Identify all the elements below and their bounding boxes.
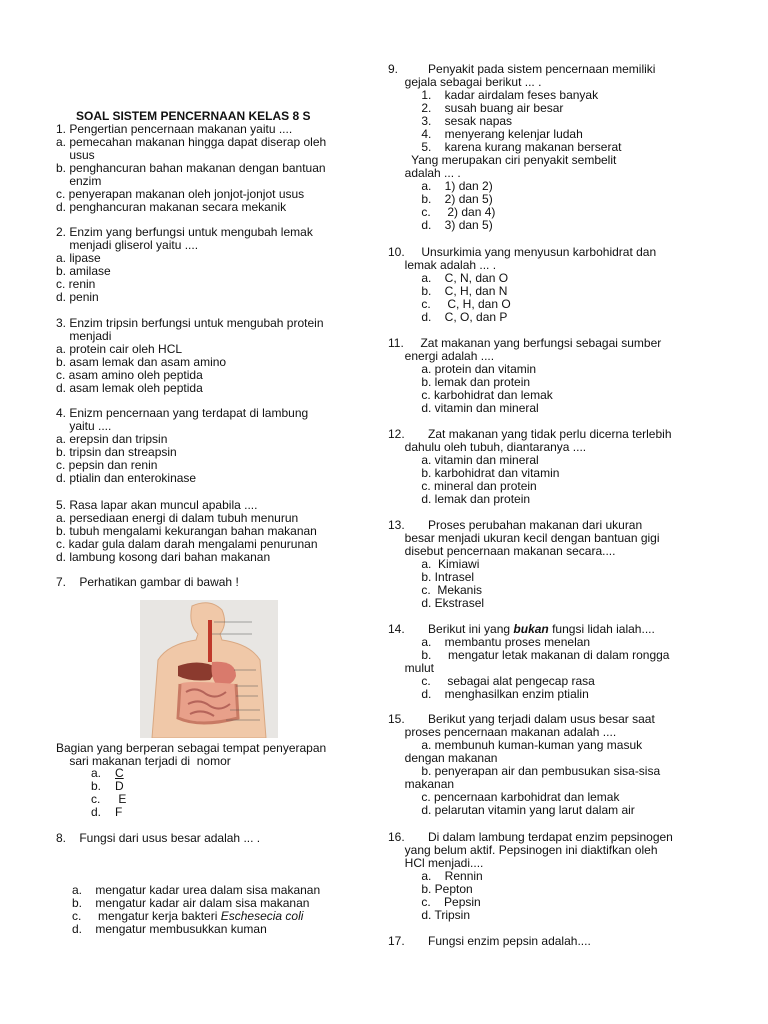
option-label: c. — [91, 792, 101, 806]
question-15-line: 15. Berikut yang terjadi dalam usus besar saat — [388, 712, 655, 726]
question-12-line: d. lemak dan protein — [388, 492, 531, 506]
question-1-line: enzim — [56, 174, 102, 188]
question-10-line: lemak adalah ... . — [388, 258, 497, 272]
question-12-line: dahulu oleh tubuh, diantaranya .... — [388, 440, 587, 454]
option-label: a. — [91, 766, 102, 780]
question-5-line: b. tubuh mengalami kekurangan bahan makanan — [56, 524, 317, 538]
question-2-line: d. penin — [56, 290, 99, 304]
question-11-line: d. vitamin dan mineral — [388, 401, 539, 415]
question-12-line: c. mineral dan protein — [388, 479, 537, 493]
question-1-line: b. penghancuran bahan makanan dengan bantuan — [56, 161, 326, 175]
question-2-line: a. lipase — [56, 251, 101, 265]
question-11-line: 11. Zat makanan yang berfungsi sebagai sumber — [388, 336, 662, 350]
question-10-line: b. C, H, dan N — [388, 284, 508, 298]
question-15-line: d. pelarutan vitamin yang larut dalam air — [388, 803, 635, 817]
question-14-option-line: a. membantu proses menelan — [388, 635, 591, 649]
question-9-line: a. 1) dan 2) — [388, 179, 493, 193]
question-4-line: d. ptialin dan enterokinase — [56, 471, 197, 485]
question-8-option-line: b. mengatur kadar air dalam sisa makanan — [72, 896, 310, 910]
question-4-line: yaitu .... — [56, 419, 112, 433]
question-10-line: d. C, O, dan P — [388, 310, 508, 324]
question-16-line: 16. Di dalam lambung terdapat enzim pepsinogen — [388, 830, 673, 844]
question-2-line: menjadi gliserol yaitu .... — [56, 238, 199, 252]
question-5-line: d. lambung kosong dari bahan makanan — [56, 550, 271, 564]
question-17: 17. Fungsi enzim pepsin adalah.... — [388, 934, 591, 948]
question-14-option-line: b. mengatur letak makanan di dalam rongga — [388, 648, 670, 662]
question-13-line: disebut pencernaan makanan secara.... — [388, 544, 616, 558]
question-12-line: b. karbohidrat dan vitamin — [388, 466, 560, 480]
question-11-line: c. karbohidrat dan lemak — [388, 388, 553, 402]
question-16-line: HCl menjadi.... — [388, 856, 484, 870]
option-value: F — [115, 805, 123, 819]
question-1-line: c. penyerapan makanan oleh jonjot-jonjot usus — [56, 187, 305, 201]
question-3-line: b. asam lemak dan asam amino — [56, 355, 227, 369]
question-8-option-c: c. mengatur kerja bakteri Eschesecia coli — [72, 909, 304, 923]
question-13-line: besar menjadi ukuran kecil dengan bantuan gigi — [388, 531, 660, 545]
question-15-line: c. pencernaan karbohidrat dan lemak — [388, 790, 620, 804]
question-12-line: 12. Zat makanan yang tidak perlu dicerna terlebih — [388, 427, 672, 441]
question-13-line: b. Intrasel — [388, 570, 475, 584]
question-9-line: Yang merupakan ciri penyakit sembelit — [388, 153, 617, 167]
question-1-line: 1. Pengertian pencernaan makanan yaitu .... — [56, 122, 293, 136]
question-2-line: c. renin — [56, 277, 96, 291]
question-3-line: a. protein cair oleh HCL — [56, 342, 183, 356]
question-4-line: b. tripsin dan streapsin — [56, 445, 177, 459]
question-2-line: b. amilase — [56, 264, 111, 278]
question-9-line: 4. menyerang kelenjar ludah — [388, 127, 583, 141]
question-1-line: d. penghancuran makanan secara mekanik — [56, 200, 287, 214]
question-5-line: 5. Rasa lapar akan muncul apabila .... — [56, 498, 258, 512]
question-11-line: energi adalah .... — [388, 349, 495, 363]
question-3-line: 3. Enzim tripsin berfungsi untuk mengubah protein — [56, 316, 324, 330]
question-11-line: a. protein dan vitamin — [388, 362, 537, 376]
question-11-line: b. lemak dan protein — [388, 375, 531, 389]
question-9-line: 2. susah buang air besar — [388, 101, 564, 115]
question-5-line: a. persediaan energi di dalam tubuh menurun — [56, 511, 299, 525]
option-label: d. — [91, 805, 102, 819]
question-2-line: 2. Enzim yang berfungsi untuk mengubah lemak — [56, 225, 313, 239]
question-13-line: 13. Proses perubahan makanan dari ukuran — [388, 518, 643, 532]
question-4-line: a. erepsin dan tripsin — [56, 432, 168, 446]
option-label: b. — [91, 779, 102, 793]
question-15-line: proses pencernaan makanan adalah .... — [388, 725, 617, 739]
question-16-line: yang belum aktif. Pepsinogen ini diaktifkan oleh — [388, 843, 658, 857]
question-7: 7. Perhatikan gambar di bawah ! — [56, 575, 239, 589]
question-10-line: c. C, H, dan O — [388, 297, 511, 311]
digestive-system-figure — [140, 600, 278, 738]
question-9-line: adalah ... . — [388, 166, 461, 180]
question-15-line: a. membunuh kuman-kuman yang masuk — [388, 738, 643, 752]
question-16-line: b. Pepton — [388, 882, 473, 896]
digestive-system-illustration — [140, 600, 278, 738]
question-15-line: makanan — [388, 777, 455, 791]
question-8: 8. Fungsi dari usus besar adalah ... . — [56, 831, 261, 845]
question-16-line: d. Tripsin — [388, 908, 471, 922]
question-1-line: usus — [56, 148, 95, 162]
question-14-option-line: mulut — [388, 661, 435, 675]
option-value: C — [115, 766, 124, 780]
question-9-line: gejala sebagai berikut ... . — [388, 75, 542, 89]
emphasis-bukan: bukan — [513, 622, 549, 636]
question-14-option-line: c. sebagai alat pengecap rasa — [388, 674, 595, 688]
option-value: D — [115, 779, 124, 793]
question-9-line: 1. kadar airdalam feses banyak — [388, 88, 599, 102]
question-9-line: 9. Penyakit pada sistem pencernaan memiliki — [388, 62, 656, 76]
question-8-option-d: d. mengatur membusukkan kuman — [72, 922, 267, 936]
question-9-line: 5. karena kurang makanan berserat — [388, 140, 622, 154]
question-4-line: 4. Enizm pencernaan yang terdapat di lambung — [56, 406, 309, 420]
question-3-line: menjadi — [56, 329, 112, 343]
question-10-line: 10. Unsurkimia yang menyusun karbohidrat dan — [388, 245, 657, 259]
question-8-option-line: a. mengatur kadar urea dalam sisa makanan — [72, 883, 321, 897]
question-15-line: dengan makanan — [388, 751, 498, 765]
question-7-prompt-line: sari makanan terjadi di nomor — [56, 754, 231, 768]
option-value: E — [115, 792, 127, 806]
question-15-line: b. penyerapan air dan pembusukan sisa-sisa — [388, 764, 661, 778]
question-7-prompt-line: Bagian yang berperan sebagai tempat penyerapan — [56, 741, 327, 755]
question-9-line: b. 2) dan 5) — [388, 192, 493, 206]
question-13-line: a. Kimiawi — [388, 557, 480, 571]
question-1-line: a. pemecahan makanan hingga dapat diserap oleh — [56, 135, 327, 149]
question-14: 14. Berikut ini yang bukan fungsi lidah ialah.... — [388, 622, 655, 636]
question-3-line: c. asam amino oleh peptida — [56, 368, 203, 382]
question-13-line: d. Ekstrasel — [388, 596, 485, 610]
question-5-line: c. kadar gula dalam darah mengalami penurunan — [56, 537, 318, 551]
bacteria-name: Eschesecia coli — [220, 909, 304, 923]
question-3-line: d. asam lemak oleh peptida — [56, 381, 203, 395]
question-9-line: c. 2) dan 4) — [388, 205, 496, 219]
question-10-line: a. C, N, dan O — [388, 271, 509, 285]
question-12-line: a. vitamin dan mineral — [388, 453, 539, 467]
question-4-line: c. pepsin dan renin — [56, 458, 158, 472]
question-16-line: c. Pepsin — [388, 895, 481, 909]
question-14-option-line: d. menghasilkan enzim ptialin — [388, 687, 589, 701]
question-9-line: 3. sesak napas — [388, 114, 513, 128]
worksheet-title: SOAL SISTEM PENCERNAAN KELAS 8 S — [76, 109, 311, 123]
question-16-line: a. Rennin — [388, 869, 483, 883]
question-13-line: c. Mekanis — [388, 583, 483, 597]
question-9-line: d. 3) dan 5) — [388, 218, 493, 232]
